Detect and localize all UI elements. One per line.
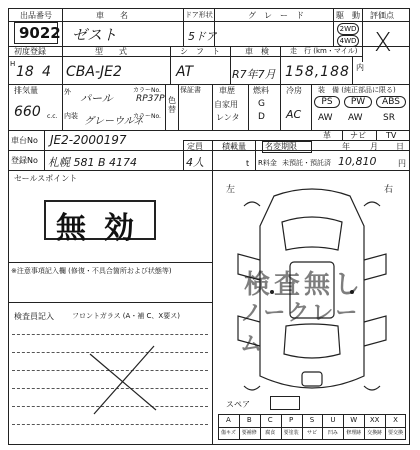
rule [212, 170, 213, 445]
notes-label: ※注意事項記入欄 (修復・不具合箇所および状態等) [11, 267, 172, 275]
rule [170, 46, 171, 84]
door-label: ドア形状 [185, 11, 213, 19]
capacity-label: 定員 [187, 142, 203, 151]
fuel-label: 燃料 [253, 86, 269, 95]
rule [8, 21, 410, 22]
rule [178, 84, 179, 130]
legend-name: 腐食 [265, 430, 276, 436]
inspection-value: R7年7月 [232, 68, 276, 81]
color-ext-label: 外 [64, 88, 71, 96]
door-value: 5ドア [188, 30, 217, 43]
displacement-label: 排気量 [14, 86, 38, 95]
capacity-value: 4人 [186, 156, 204, 169]
rule [248, 84, 249, 130]
equip-sr: SR [383, 113, 395, 123]
color-change-label: 色替 [168, 96, 176, 114]
equip-aw: AW [348, 113, 363, 123]
chassis-label: 車台No [11, 136, 38, 145]
rule [376, 130, 377, 140]
chassis-no: JE2-2000197 [50, 133, 127, 147]
legend-name: 要塗装 [283, 430, 299, 436]
model-value: CBA-JE2 [66, 64, 122, 80]
rule [342, 130, 343, 140]
reg-label: 登録No [11, 156, 38, 165]
history-label: 車歴 [219, 86, 235, 95]
drive-label: 駆 動 [336, 11, 360, 20]
equip-abs: ABS [376, 96, 406, 108]
rule [8, 302, 212, 303]
rule [212, 84, 213, 130]
interior-color-value: グレーウルネ [84, 116, 144, 127]
legend-code: XX [369, 416, 380, 424]
legend-name: 修理跡 [346, 430, 362, 436]
no-inspection-stamp: 検査無し ノークレーム [240, 270, 365, 357]
rule [311, 84, 312, 130]
recycle-yen: 円 [398, 159, 406, 168]
legend-code: U [330, 416, 336, 424]
color-int-label: 内装 [64, 112, 78, 120]
color-no-label: カラーNo. [133, 87, 161, 94]
legend-name: 要補修 [241, 430, 257, 436]
rule [280, 84, 281, 130]
left-label: 左 [226, 185, 236, 195]
rule [8, 262, 212, 263]
era: H [10, 60, 16, 68]
color-no-label-2: カラーNo. [133, 113, 161, 120]
legend-name: サビ [306, 430, 317, 436]
load-label: 積載量 [222, 142, 246, 151]
name-change-label: 名変期限 [265, 142, 297, 151]
rule [8, 170, 410, 171]
load-unit: t [246, 159, 250, 168]
rule [255, 140, 256, 170]
mileage-label: 走 行 (km・マイル) [290, 47, 358, 55]
spare-label: スペア [226, 400, 250, 409]
rule [218, 427, 406, 428]
inspector-cross-mark [84, 340, 164, 420]
legend-name: 凹み [327, 430, 338, 436]
equip-ps: PS [314, 96, 340, 108]
navi-label: ナビ [350, 131, 366, 140]
rule [352, 56, 353, 84]
ymd-month: 月 [370, 142, 378, 151]
legend-code: S [309, 416, 315, 424]
shift-label: シ フ ト [180, 47, 220, 56]
history-rental: レンタ [216, 113, 240, 122]
legend-code: C [267, 416, 273, 424]
first-reg-year: 18 [16, 64, 34, 80]
drive-4wd: 4WD [337, 35, 359, 47]
car-name-label: 車 名 [96, 11, 128, 20]
ac-label: 冷房 [286, 86, 302, 95]
legend-code: W [350, 416, 358, 424]
history-private: 自家用 [214, 100, 238, 109]
mileage-value: 158,188 [285, 64, 350, 80]
listing-no: 9022 [19, 24, 61, 42]
rule [62, 46, 63, 84]
ymd-day: 日 [396, 142, 404, 151]
listing-label: 出品番号 [20, 11, 52, 20]
legend-code: X [393, 416, 398, 424]
equip-aw-left: AW [318, 113, 333, 123]
recycle-label: R料金 [258, 159, 277, 167]
reg-no: 札幌 581 B 4174 [48, 156, 138, 169]
rule [333, 8, 334, 46]
grade-label: グ レ ー ド [248, 11, 304, 20]
rule [212, 140, 213, 170]
recycle-note: 未預託・預託済 [282, 159, 331, 167]
sales-point-label: セールスポイント [14, 174, 78, 183]
warranty-label: 保証書 [180, 86, 201, 94]
first-reg-label: 初度登録 [14, 47, 46, 56]
equip-pw: PW [344, 96, 372, 108]
right-label: 右 [384, 185, 394, 195]
eval-value: X [374, 28, 392, 58]
invalid-stamp: 無効 [56, 211, 152, 246]
rule [44, 130, 45, 170]
rule [230, 46, 231, 84]
rule [8, 84, 410, 85]
car-name: ゼスト [72, 26, 118, 44]
cc-label: c.c. [47, 113, 58, 120]
tv-label: TV [386, 131, 397, 140]
rule [165, 84, 166, 130]
rule [280, 46, 281, 84]
legend-code: B [246, 416, 252, 424]
spare-box [270, 396, 300, 410]
rule [183, 140, 184, 170]
legend-code: A [226, 416, 231, 424]
rule [362, 8, 363, 62]
fuel-d: D [258, 112, 265, 122]
recycle-amount: 10,810 [338, 155, 377, 168]
legend-name: 傷キズ [220, 430, 236, 436]
windshield-label: フロントガラス (A・補 C、X要ス) [72, 312, 180, 320]
color-value: パール [80, 92, 113, 105]
inspection-label: 車 検 [245, 47, 269, 56]
rule [62, 8, 63, 46]
drive-2wd: 2WD [337, 23, 359, 35]
displacement-value: 660 [14, 104, 41, 120]
legend-name: 要交換 [388, 430, 404, 436]
rule [62, 84, 63, 130]
rule [183, 8, 184, 46]
fuel-g: G [258, 99, 265, 109]
ac-value: AC [286, 108, 302, 121]
eval-label: 評価点 [370, 11, 394, 20]
legend-name: 交換跡 [367, 430, 383, 436]
model-label: 型 式 [95, 47, 127, 56]
leather-label: 革 [323, 131, 331, 140]
top-header-strip [0, 0, 420, 6]
color-no-value: RP37P [136, 94, 165, 104]
first-reg-month: 4 [42, 64, 51, 80]
legend-code: P [288, 416, 294, 424]
equipment-label: 装 備 (純正部品に限る) [318, 86, 396, 94]
shift-value: AT [176, 64, 194, 80]
interior-label: 内 [356, 63, 364, 72]
inspector-label: 検査員記入 [14, 312, 54, 321]
ymd-year: 年 [342, 142, 350, 151]
